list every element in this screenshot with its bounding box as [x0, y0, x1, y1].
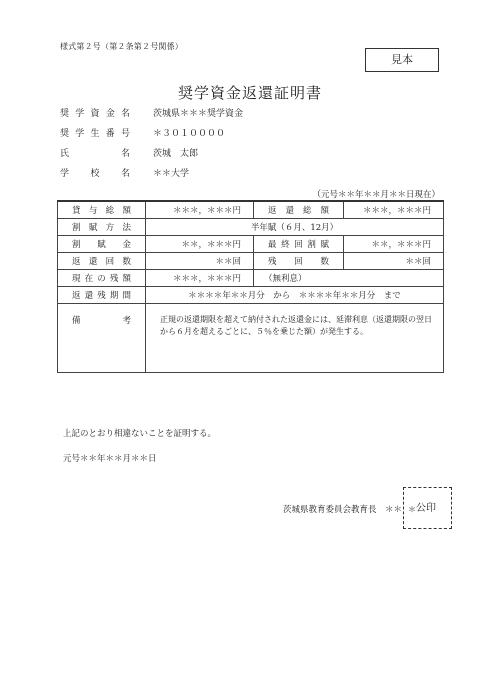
remarks-value: 正規の返還期限を超えて納付された返還金には、延滞利息（返還期限の翌日から６月を超えるごとに、５％を乗じた額）が発生する。	[146, 304, 444, 373]
final-installment-value: ＊＊，＊＊＊円	[344, 236, 444, 253]
loan-total-label: 貸与総額	[58, 201, 146, 219]
table-row	[58, 236, 444, 253]
remaining-count-label: 残回数	[254, 253, 344, 270]
installment-method-label: 割賦方法	[58, 219, 146, 236]
seal-asterisk: ＊	[408, 505, 416, 514]
info-value-student-number: ＊３０１００００	[153, 129, 226, 139]
table-row	[58, 253, 444, 270]
info-label-school: 学校名	[60, 169, 130, 179]
repayment-table	[57, 200, 444, 373]
table-row	[58, 219, 444, 236]
certification-statement: 上記のとおり相違ないことを証明する。	[63, 429, 217, 439]
info-label-scholarship-name: 奨学資金名	[60, 109, 130, 119]
form-number: 様式第２号（第２条第２号関係）	[60, 42, 183, 51]
info-label-student-number: 奨学生番号	[60, 129, 130, 139]
installment-method-value: 半年賦（６月、12月）	[146, 219, 444, 236]
document-title: 奨学資金返還証明書	[177, 84, 322, 102]
info-value-school: ＊＊大学	[153, 169, 190, 179]
official-seal-box	[403, 487, 452, 529]
repaid-count-value: ＊＊回	[146, 253, 254, 270]
final-installment-label: 最終回割賦	[254, 236, 344, 253]
sample-stamp-box: 見本	[365, 48, 439, 72]
repaid-total-label: 返還総額	[254, 201, 344, 219]
info-value-name: 茨城 太郎	[153, 149, 199, 159]
table-row	[58, 270, 444, 287]
table-row	[58, 201, 444, 219]
info-value-scholarship-name: 茨城県＊＊＊奨学資金	[153, 109, 244, 119]
issuer-name: 茨城県教育委員会教育長 ＊＊	[283, 505, 403, 515]
as-of-date: （元号＊＊年＊＊月＊＊日現在）	[312, 190, 440, 200]
remaining-count-value: ＊＊回	[344, 253, 444, 270]
remaining-period-label: 返還残期間	[58, 287, 146, 304]
table-row	[58, 304, 444, 373]
installment-amount-value: ＊＊，＊＊＊円	[146, 236, 254, 253]
current-balance-note: （無利息）	[254, 270, 444, 287]
loan-total-value: ＊＊＊，＊＊＊円	[146, 201, 254, 219]
info-label-name: 氏名	[60, 149, 130, 159]
issue-date: 元号＊＊年＊＊月＊＊日	[63, 454, 157, 464]
current-balance-label: 現在の残額	[58, 270, 146, 287]
installment-amount-label: 割賦金	[58, 236, 146, 253]
seal-label: 公印	[416, 503, 436, 514]
repaid-count-label: 返還回数	[58, 253, 146, 270]
repaid-total-value: ＊＊＊，＊＊＊円	[344, 201, 444, 219]
remarks-label: 備考	[58, 304, 146, 373]
table-row	[58, 287, 444, 304]
current-balance-value: ＊＊＊，＊＊＊円	[146, 270, 254, 287]
remaining-period-value: ＊＊＊＊年＊＊月分 から ＊＊＊＊年＊＊月分 まで	[146, 287, 444, 304]
